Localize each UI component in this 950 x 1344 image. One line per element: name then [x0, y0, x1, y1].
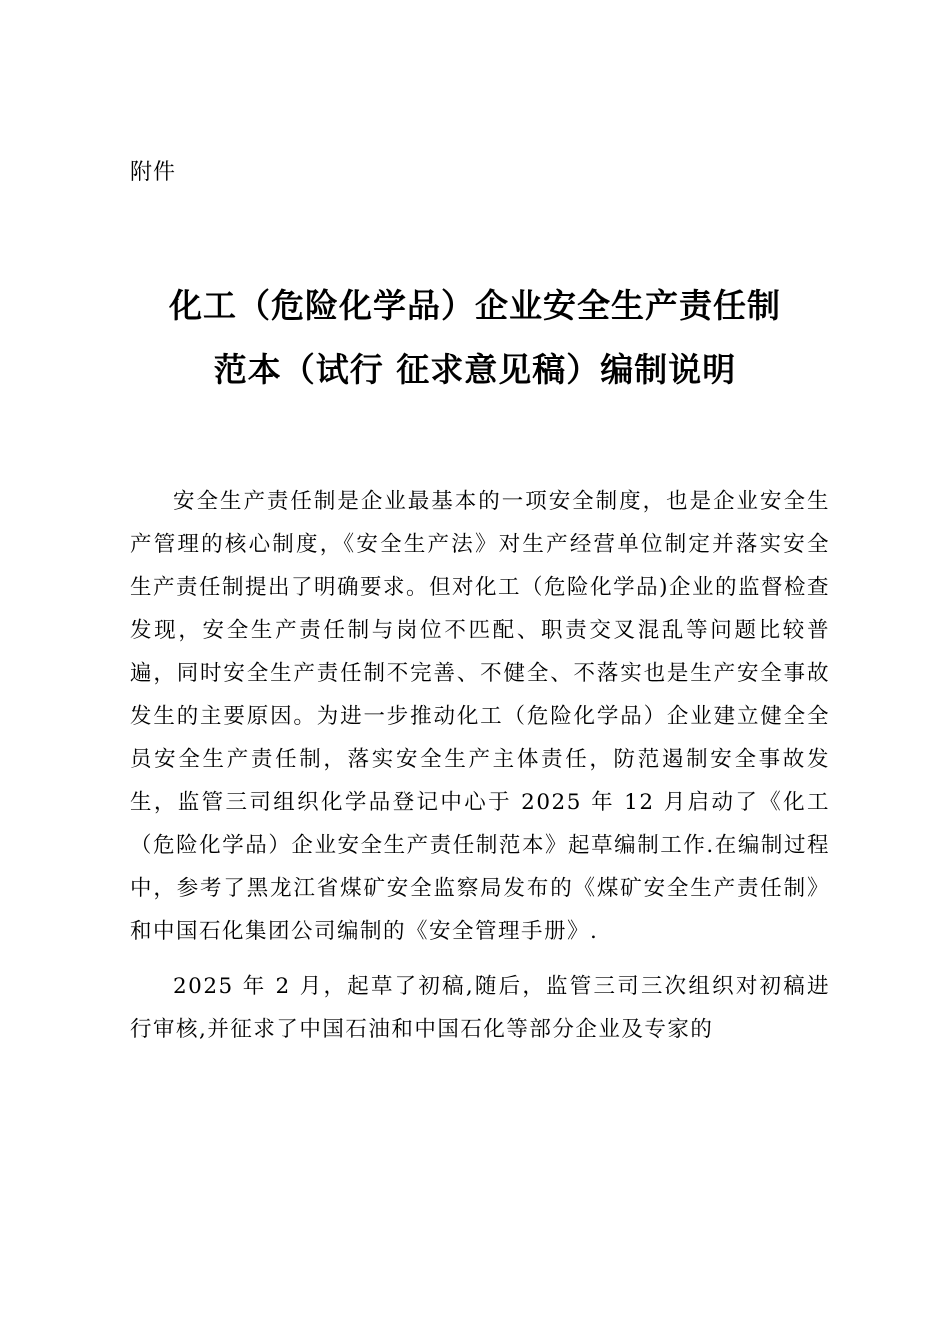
- document-title-line-2: 范本（试行 征求意见稿）编制说明: [213, 350, 737, 389]
- document-title-line-1: 化工（危险化学品）企业安全生产责任制: [169, 286, 781, 325]
- document-body: [130, 480, 830, 1051]
- attachment-label: 附件: [130, 160, 177, 185]
- body-paragraph-2: 2025 年 2 月，起草了初稿,随后，监管三司三次组织对初稿进行审核,并征求了中国石油和中国石化等部分企业及专家的: [130, 974, 830, 1042]
- body-paragraph-1: 安全生产责任制是企业最基本的一项安全制度，也是企业安全生产管理的核心制度，《安全生产法》对生产经营单位制定并落实安全生产责任制提出了明确要求。但对化工（危险化学品)企业的监督检查发现，安全生产责任制与岗位不匹配、职责交叉混乱等问题比较普遍，同时安全生产责任制不完善、不健全、不落实也是生产安全事故发生的主要原因。为进一步推动化工（危险化学品）企业建立健全全员安全生产责任制，落实安全生产主体责任，防范遏制安全事故发生，监管三司组织化学品登记中心于 2025 年 12 月启动了《化工（危险化学品）企业安全生产责任制范本》起草编制工作.在编制过程中，参考了黑龙江省煤矿安全监察局发布的《煤矿安全生产责任制》和中国石化集团公司编制的《安全管理手册》.: [130, 489, 830, 944]
